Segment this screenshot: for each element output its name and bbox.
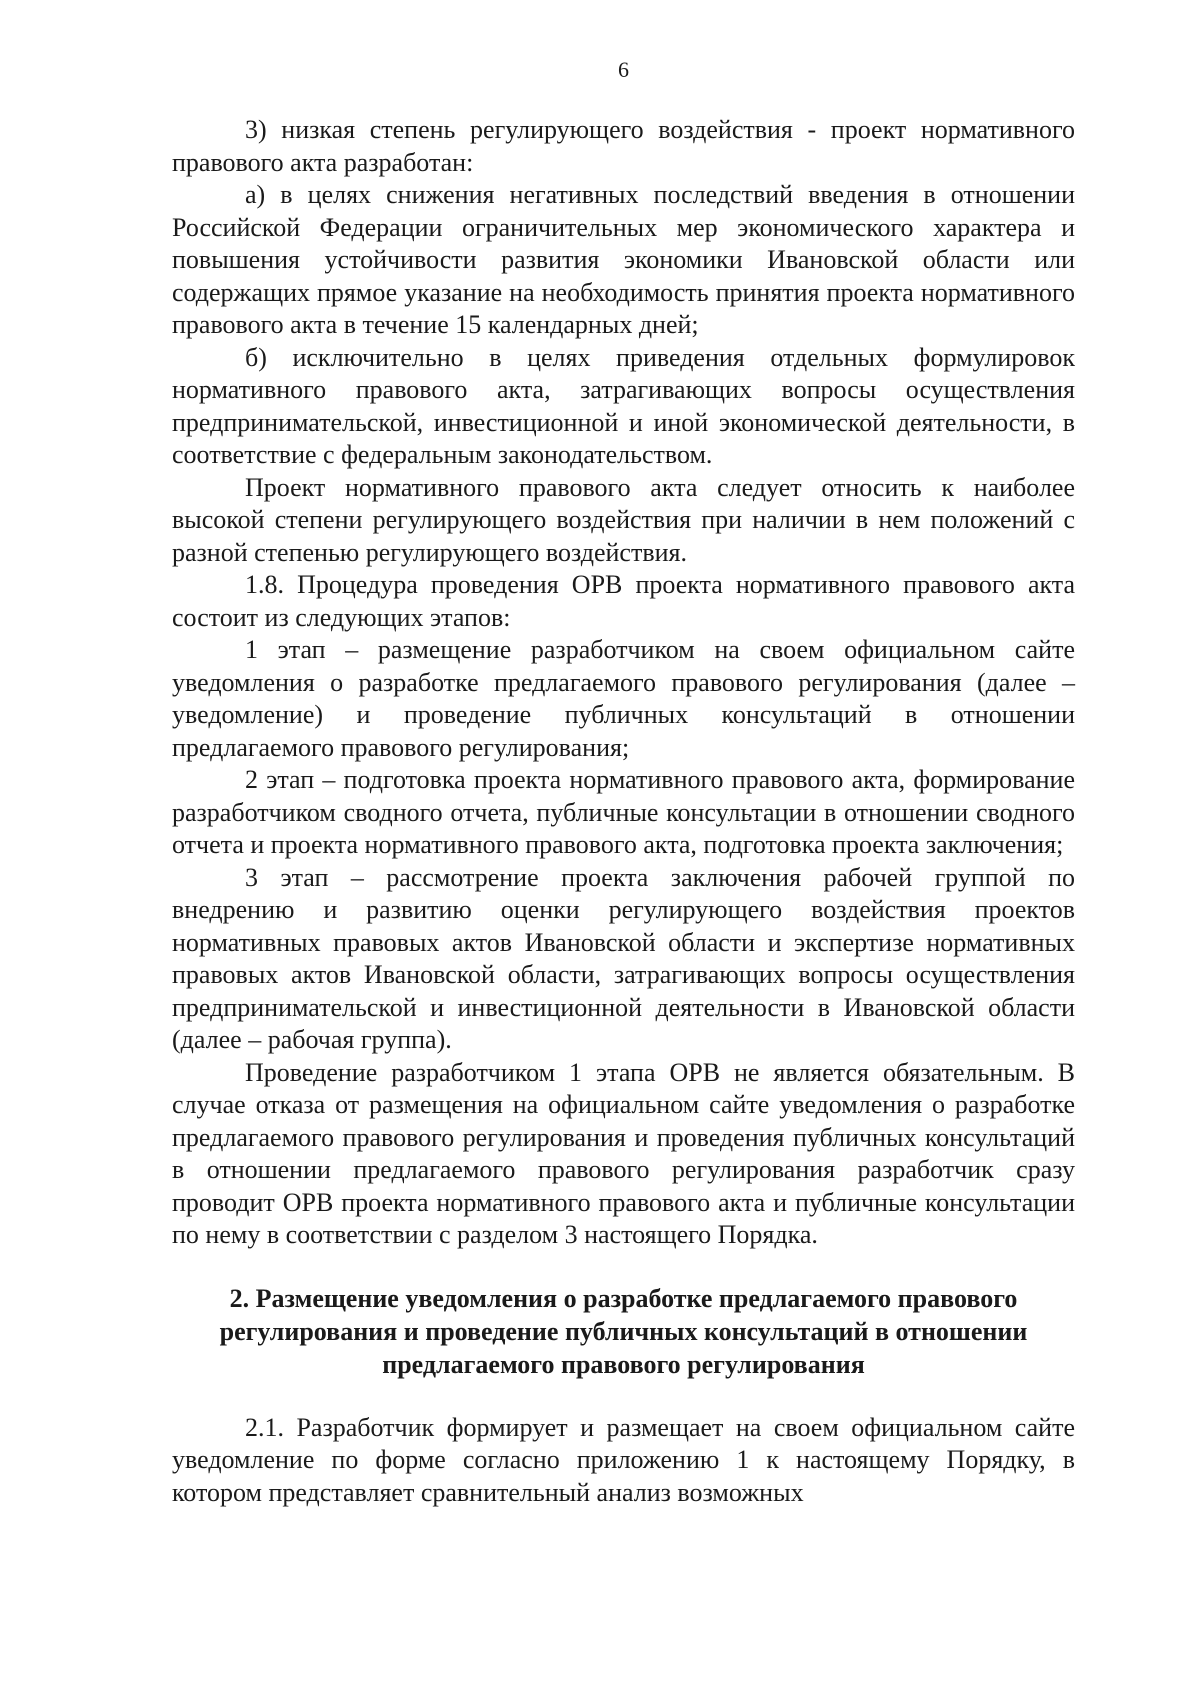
paragraph-stage-2: 2 этап – подготовка проекта нормативного правового акта, формирование разработчиком сводного отчета, публичные консультации в отношении сводного отчета и проекта нормативного правового акта, подготовка проекта заключения; [172, 765, 1075, 859]
document-page [172, 54, 1075, 1509]
paragraph-2-1: 2.1. Разработчик формирует и размещает на своем официальном сайте уведомление по форме согласно приложению 1 к настоящему Порядку, в котором представляет сравнительный анализ возможных [172, 1412, 1075, 1507]
page-number: 6 [618, 57, 629, 82]
paragraph-stage-1: 1 этап – размещение разработчиком на своем официальном сайте уведомления о разработке предлагаемого правового регулирования (далее – уведомление) и проведение публичных консультаций в отношении предлагаемого правового регулирования; [172, 635, 1075, 762]
spacer [172, 1381, 1075, 1412]
paragraph-item-b: б) исключительно в целях приведения отдельных формулировок нормативного правового акта, затрагивающих вопросы осуществления предпринимательской, инвестиционной и иной экономической деятельности, в соответствие с федеральным законодательством. [172, 342, 1075, 469]
paragraph-1-8-procedure: 1.8. Процедура проведения ОРВ проекта нормативного правового акта состоит из следующих этапов: [172, 570, 1075, 632]
spacer [172, 1252, 1075, 1282]
paragraph-highest-degree-rule: Проект нормативного правового акта следует относить к наиболее высокой степени регулирующего воздействия при наличии в нем положений с разной степенью регулирующего воздействия. [172, 472, 1075, 567]
body-text-top [172, 114, 1075, 1252]
paragraph-stage-1-optional: Проведение разработчиком 1 этапа ОРВ не является обязательным. В случае отказа от размещения на официальном сайте уведомления о разработке предлагаемого правового регулирования и проведения публичных консультаций в отношении предлагаемого правового регулирования разработчик сразу проводит ОРВ проекта нормативного правового акта и публичные консультации по нему в соответствии с разделом 3 настоящего Порядка. [172, 1057, 1075, 1249]
paragraph-stage-3: 3 этап – рассмотрение проекта заключения рабочей группой по внедрению и развитию оценки регулирующего воздействия проектов нормативных правовых актов Ивановской области и экспертизе нормативных правовых актов Ивановской области, затрагивающих вопросы осуществления предпринимательской и инвестиционной деятельности в Ивановской области (далее – рабочая группа). [172, 862, 1075, 1054]
paragraph-low-impact-degree: 3) низкая степень регулирующего воздействия - проект нормативного правового акта разработан: [172, 115, 1075, 177]
paragraph-item-a: а) в целях снижения негативных последствий введения в отношении Российской Федерации ограничительных мер экономического характера и повышения устойчивости развития экономики Ивановской области или содержащих прямое указание на необходимость принятия проекта нормативного правового акта в течение 15 календарных дней; [172, 180, 1075, 339]
section-heading: 2. Размещение уведомления о разработке предлагаемого правового регулирования и проведение публичных консультаций в отношении предлагаемого правового регулирования [219, 1283, 1028, 1379]
body-text-bottom [172, 1412, 1075, 1510]
